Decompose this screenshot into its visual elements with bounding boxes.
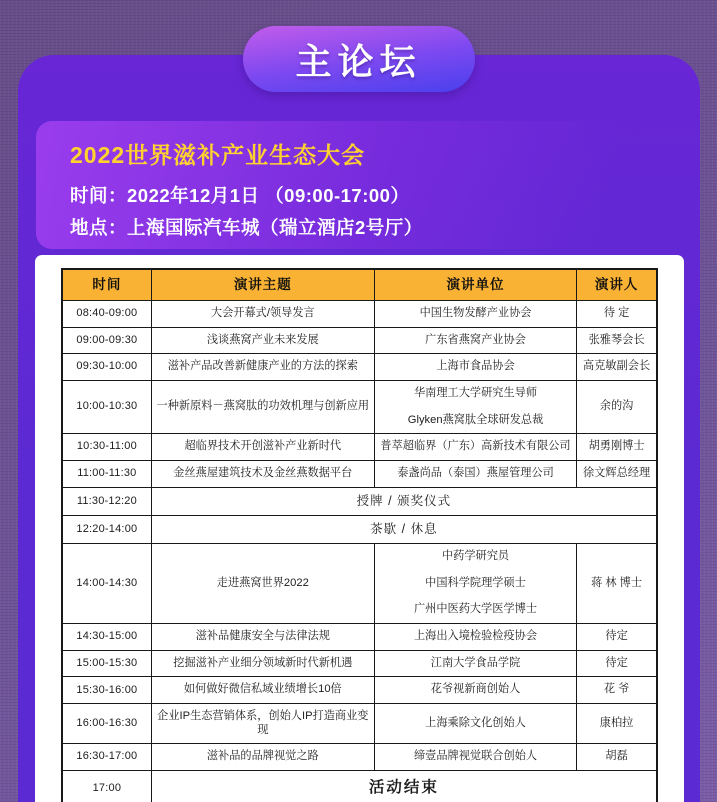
- topic-cell: 一种新原料－燕窝肽的功效机理与创新应用: [151, 380, 374, 433]
- org-cell: [374, 744, 576, 771]
- time-cell: 09:00-09:30: [62, 327, 151, 354]
- topic-cell: 挖掘滋补产业细分领域新时代新机遇: [151, 650, 374, 677]
- table-row: [62, 301, 657, 328]
- org-line: 上海市食品协会: [436, 360, 515, 373]
- time-cell: 15:30-16:00: [62, 677, 151, 704]
- speaker-cell: 高克敏副会长: [577, 354, 657, 381]
- column-header: 演讲人: [577, 269, 657, 301]
- speaker-cell: 待定: [577, 624, 657, 651]
- org-cell: [374, 354, 576, 381]
- time-cell: 10:00-10:30: [62, 380, 151, 433]
- table-row: [62, 380, 657, 433]
- time-cell: 14:30-15:00: [62, 624, 151, 651]
- org-cell: [374, 301, 576, 328]
- org-line: 广东省燕窝产业协会: [425, 333, 526, 346]
- org-cell: [374, 460, 576, 487]
- merged-cell: 活动结束: [151, 771, 657, 802]
- speaker-cell: 余的沟: [577, 380, 657, 433]
- org-cell: [374, 434, 576, 461]
- time-cell: 12:20-14:00: [62, 515, 151, 543]
- org-line: 广州中医药大学医学博士: [413, 603, 538, 616]
- time-cell: 14:00-14:30: [62, 544, 151, 624]
- speaker-cell: 胡磊: [577, 744, 657, 771]
- table-row: [62, 354, 657, 381]
- org-line: 普萃超临界（广东）高新技术有限公司: [380, 440, 571, 453]
- org-line: 中国生物发酵产业协会: [419, 307, 532, 319]
- org-line: Glyken燕窝肽全球研发总裁: [407, 413, 544, 426]
- org-cell: [374, 544, 576, 624]
- table-row: [62, 327, 657, 354]
- table-row: [62, 624, 657, 651]
- org-line: 华南理工大学研究生导师: [413, 386, 538, 399]
- event-time: 时间：2022年12月1日 （09:00-17:00）: [70, 185, 410, 206]
- speaker-cell: 徐文辉总经理: [577, 460, 657, 487]
- topic-cell: 浅谈燕窝产业未来发展: [151, 327, 374, 354]
- schedule-table: [61, 268, 658, 802]
- org-line: 中药学研究员: [441, 550, 510, 563]
- org-line: 江南大学食品学院: [430, 656, 521, 669]
- topic-cell: 滋补产品改善新健康产业的方法的探索: [151, 354, 374, 381]
- org-cell: [374, 380, 576, 433]
- org-line: 中国科学院理学硕士: [425, 576, 526, 589]
- main-panel: [18, 55, 700, 802]
- merged-cell: 授牌 / 颁奖仪式: [151, 487, 657, 515]
- forum-badge-label: 主论坛: [295, 40, 422, 82]
- time-cell: 10:30-11:00: [62, 434, 151, 461]
- topic-cell: 超临界技术开创滋补产业新时代: [151, 434, 374, 461]
- time-cell: 09:30-10:00: [62, 354, 151, 381]
- topic-cell: 走进燕窝世界2022: [151, 544, 374, 624]
- event-location: 地点：上海国际汽车城（瑞立酒店2号厅）: [70, 216, 423, 238]
- column-header: 演讲主题: [151, 269, 374, 301]
- table-row: [62, 460, 657, 487]
- time-cell: 15:00-15:30: [62, 650, 151, 677]
- table-row: [62, 487, 657, 515]
- speaker-cell: 张雅琴会长: [577, 327, 657, 354]
- table-row: [62, 544, 657, 624]
- topic-cell: 大会开幕式/领导发言: [151, 301, 374, 328]
- table-row: [62, 744, 657, 771]
- event-title: 2022世界滋补产业生态大会: [70, 142, 366, 168]
- time-cell: 16:00-16:30: [62, 704, 151, 744]
- table-row: [62, 704, 657, 744]
- merged-cell: 茶歇 / 休息: [151, 515, 657, 543]
- topic-cell: 如何做好微信私域业绩增长10倍: [151, 677, 374, 704]
- table-row: [62, 434, 657, 461]
- org-cell: [374, 677, 576, 704]
- topic-cell: 滋补品健康安全与法律法规: [151, 624, 374, 651]
- table-row: [62, 515, 657, 543]
- org-line: 上海出入境检验检疫协会: [413, 630, 538, 643]
- topic-cell: 金丝燕屋建筑技术及金丝燕数据平台: [151, 460, 374, 487]
- org-line: 花爷视新商创始人: [430, 683, 521, 696]
- time-cell: 11:00-11:30: [62, 460, 151, 487]
- speaker-cell: 蒋 林 博士: [577, 544, 657, 624]
- org-line: 上海乘除文化创始人: [425, 716, 526, 729]
- forum-badge: [243, 26, 475, 92]
- speaker-cell: 待 定: [577, 301, 657, 328]
- org-cell: [374, 624, 576, 651]
- topic-cell: 企业IP生态营销体系，创始人IP打造商业变现: [151, 704, 374, 744]
- table-row: [62, 677, 657, 704]
- table-header-row: [62, 269, 657, 301]
- org-cell: [374, 327, 576, 354]
- org-cell: [374, 704, 576, 744]
- speaker-cell: 康柏拉: [577, 704, 657, 744]
- time-cell: 08:40-09:00: [62, 301, 151, 328]
- speaker-cell: 花 爷: [577, 677, 657, 704]
- column-header: 时间: [62, 269, 151, 301]
- time-cell: 16:30-17:00: [62, 744, 151, 771]
- org-line: 泰盏尚品（泰国）燕屋管理公司: [397, 466, 554, 479]
- schedule-card: [35, 255, 684, 802]
- column-header: 演讲单位: [374, 269, 576, 301]
- table-row: [62, 650, 657, 677]
- topic-cell: 滋补品的品牌视觉之路: [151, 744, 374, 771]
- org-cell: [374, 650, 576, 677]
- speaker-cell: 胡勇刚博士: [577, 434, 657, 461]
- org-line: 缔壹品牌视觉联合创始人: [413, 750, 538, 763]
- table-row: [62, 771, 657, 802]
- speaker-cell: 待定: [577, 650, 657, 677]
- time-cell: 11:30-12:20: [62, 487, 151, 515]
- event-info-section: [36, 121, 652, 249]
- time-cell: 17:00: [62, 771, 151, 802]
